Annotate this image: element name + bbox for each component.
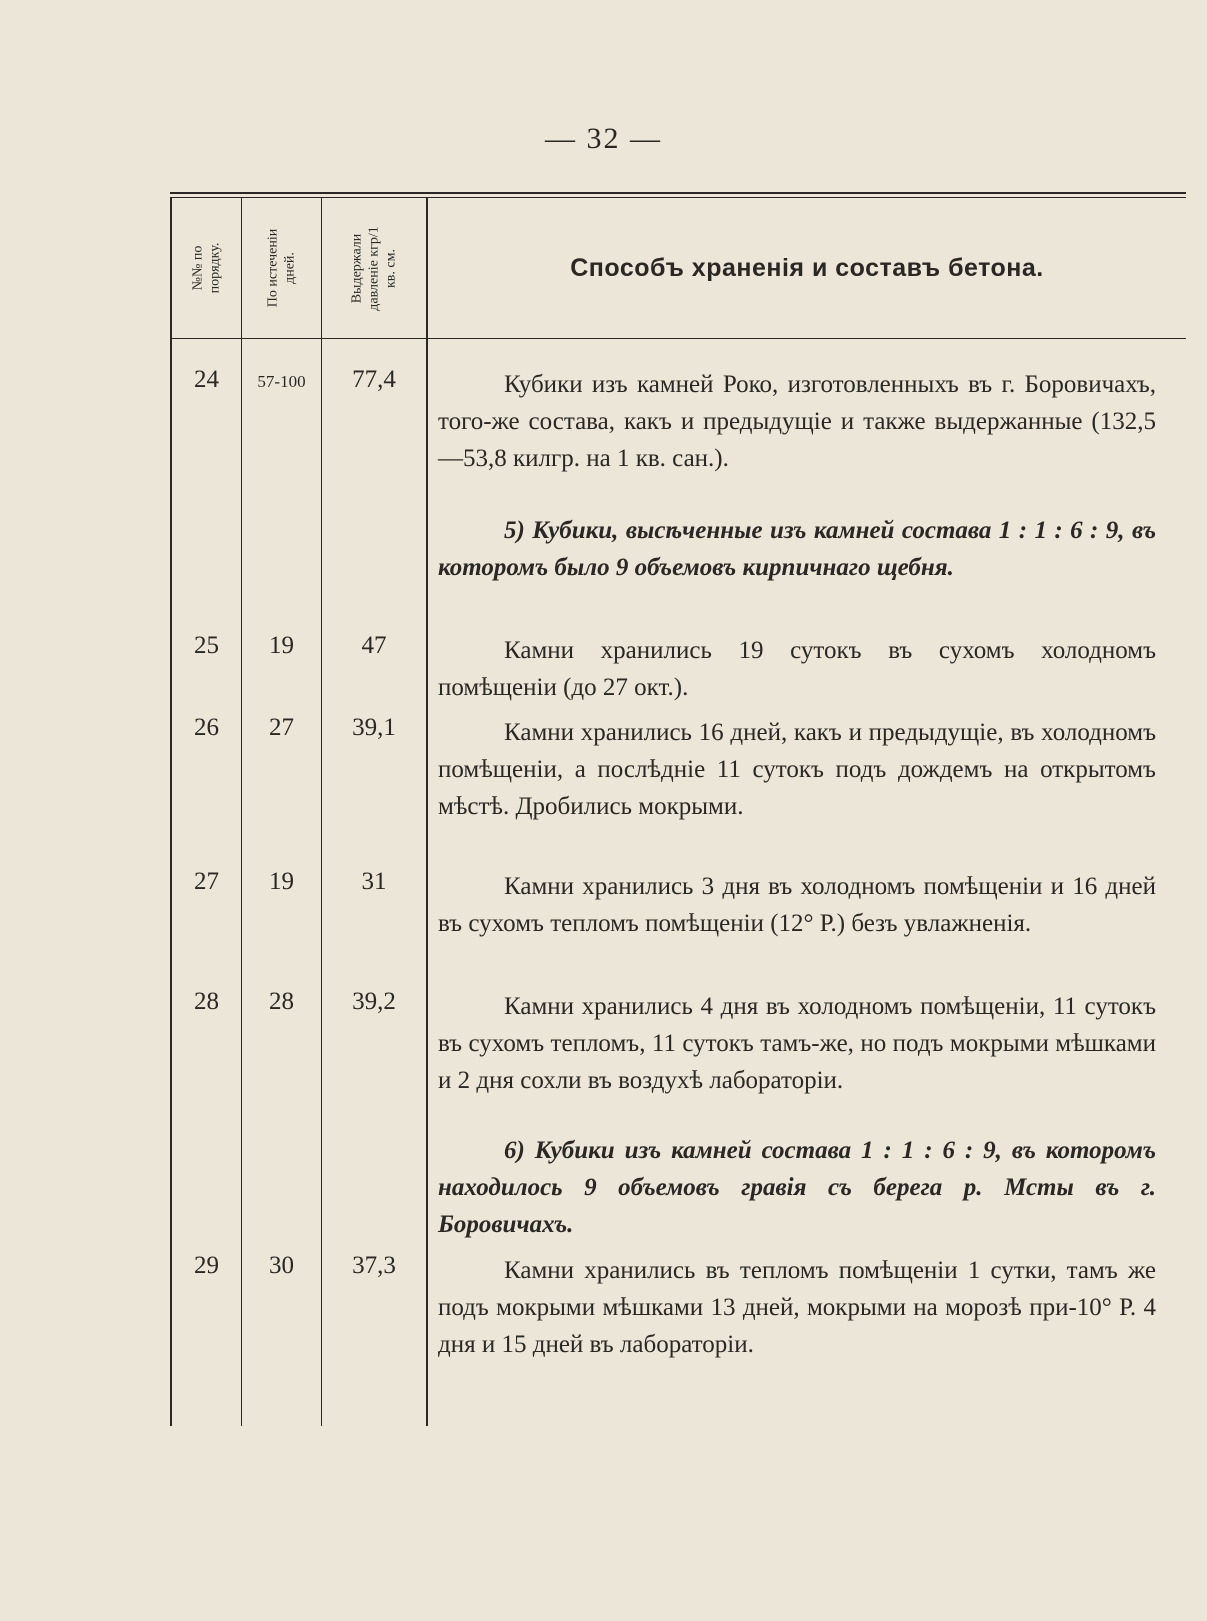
column-divider	[426, 198, 428, 1426]
header-method: Способъ храненія и составъ бетона.	[570, 253, 1044, 282]
row-description: Камни хранились 3 дня въ холодномъ помѣщеніи и 16 дней въ сухомъ тепломъ помѣщеніи (12° Р.) безъ увлажненія.	[438, 873, 1156, 937]
row-description: Камни хранились 16 дней, какъ и предыдущіе, въ холодномъ помѣщеніи, а послѣдніе 11 сутокъ подъ дождемъ на открытомъ мѣстѣ. Дробились мокрыми.	[438, 719, 1156, 820]
row-days: 30	[269, 1252, 294, 1279]
section-subheading: 6) Кубики изъ камней состава 1 : 1 : 6 : 9, въ которомъ находилось 9 объемовъ гравія съ берега р. Мсты въ г. Боровичахъ.	[438, 1137, 1156, 1238]
row-days: 28	[269, 988, 294, 1015]
row-days: 19	[269, 868, 294, 895]
header-pressure: Выдержали давленіе кгр/1 кв. см.	[349, 225, 399, 311]
row-number: 28	[194, 988, 219, 1015]
row-pressure: 39,1	[352, 714, 396, 741]
row-pressure: 77,4	[352, 366, 396, 393]
row-number: 27	[194, 868, 219, 895]
results-table	[170, 192, 1186, 1426]
header-days: По истеченіи дней.	[265, 228, 298, 308]
row-pressure: 37,3	[352, 1252, 396, 1279]
row-number: 24	[194, 366, 219, 393]
row-description: Камни хранились въ тепломъ помѣщеніи 1 сутки, тамъ же подъ мокрыми мѣшками 13 дней, мокрыми на морозѣ при-10° Р. 4 дня и 15 дней въ лабораторіи.	[438, 1257, 1156, 1358]
row-description: Камни хранились 4 дня въ холодномъ помѣщеніи, 11 сутокъ въ сухомъ тепломъ, 11 сутокъ тамъ-же, но подъ мокрыми мѣшками и 2 дня сохли въ воздухѣ лабораторіи.	[438, 993, 1156, 1094]
row-description: Кубики изъ камней Роко, изготовленныхъ въ г. Боровичахъ, того-же состава, какъ и предыдущіе и также выдержанные (132,5—53,8 килгр. на 1 кв. сан.).	[438, 371, 1156, 472]
row-description: Камни хранились 19 сутокъ въ сухомъ холодномъ помѣщеніи (до 27 окт.).	[438, 637, 1156, 701]
row-number: 29	[194, 1252, 219, 1279]
row-pressure: 31	[361, 868, 387, 895]
header-order-number: №№ по порядку.	[190, 242, 223, 294]
row-pressure: 39,2	[352, 988, 396, 1015]
row-number: 26	[194, 714, 219, 741]
row-days: 57-100	[257, 372, 306, 391]
page-number: — 32 —	[545, 122, 662, 155]
row-number: 25	[194, 632, 219, 659]
row-days: 27	[269, 714, 294, 741]
row-pressure: 47	[361, 632, 387, 659]
row-days: 19	[269, 632, 294, 659]
header-bottom-rule	[170, 338, 1186, 339]
section-subheading: 5) Кубики, высѣченные изъ камней состава 1 : 1 : 6 : 9, въ которомъ было 9 объемовъ кирпичнаго щебня.	[438, 517, 1156, 581]
table-top-rule	[170, 192, 1186, 194]
